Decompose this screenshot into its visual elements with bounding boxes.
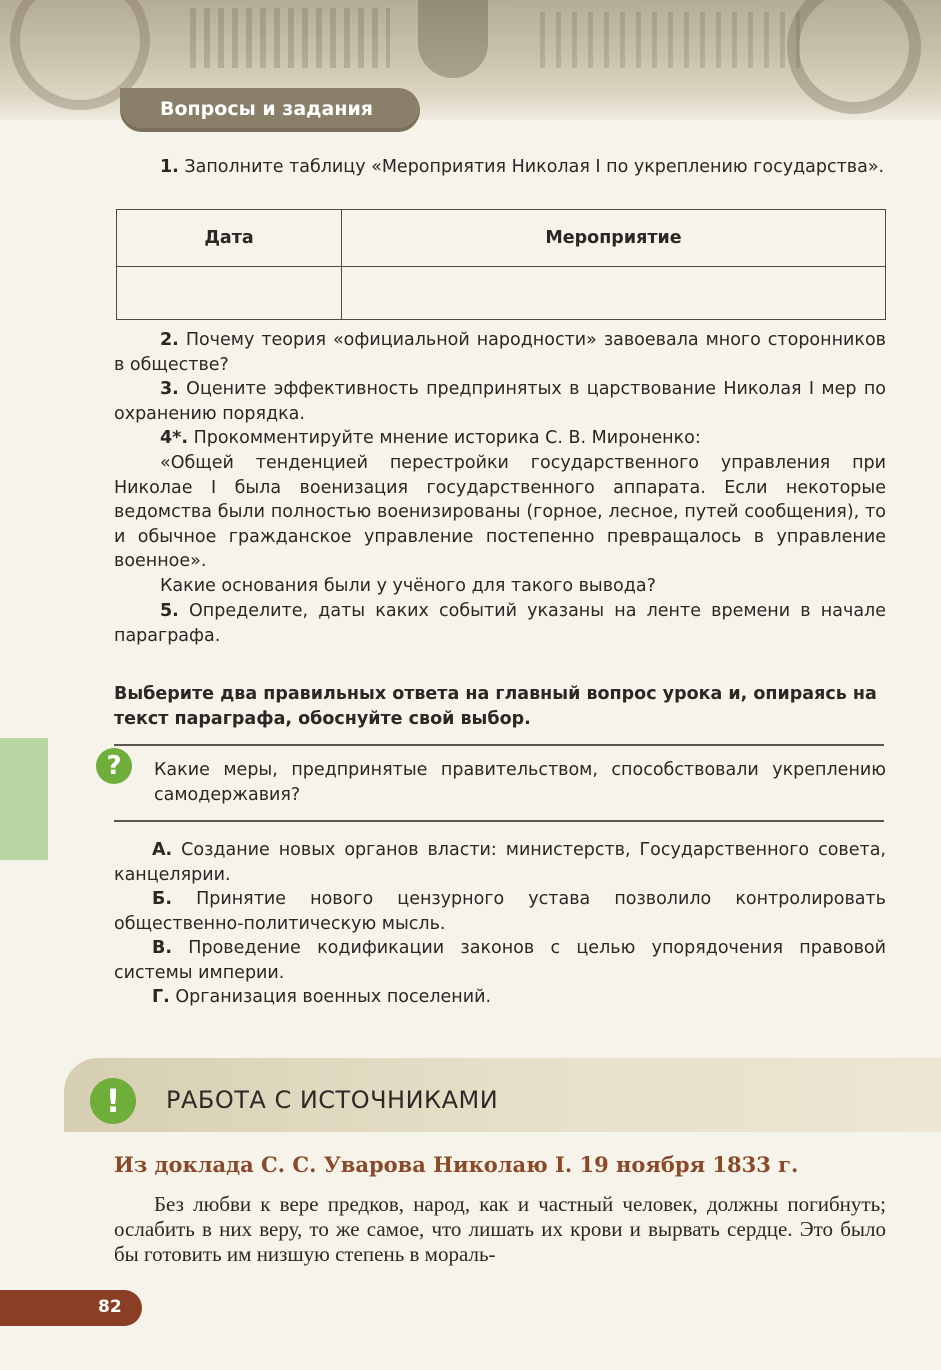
- question-3-number: 3.: [160, 379, 179, 399]
- portrait-decoration: [418, 0, 488, 78]
- question-2: [114, 328, 886, 377]
- question-5: [114, 599, 886, 648]
- answer-a-letter: А.: [152, 840, 173, 860]
- question-5-number: 5.: [160, 601, 179, 621]
- section-tab: [120, 88, 420, 132]
- question-4-followup: Какие основания были у учёного для такого вывода?: [160, 576, 656, 596]
- building-decoration-2: [540, 12, 800, 68]
- table-cell-empty: [117, 267, 342, 320]
- question-4-quote: «Общей тенденцией перестройки государственного управления при Николае I была военизация государственного аппарата. Если некоторые ведомства были полностью военизированы (горное, лесное, путей сообщения), то и обычное гражданское управление постепенно превращалось в управление военное».: [114, 453, 886, 571]
- side-marker: [0, 738, 48, 860]
- table-header-date: Дата: [117, 210, 342, 267]
- question-2-number: 2.: [160, 330, 179, 350]
- answer-a-text: Создание новых органов власти: министерств, Государственного совета, канцелярии.: [114, 840, 886, 885]
- document-text: Без любви к вере предков, народ, как и частный человек, должны погибнуть; ослабить в них веру, то же самое, что лишать их крови и вырвать сердце. Это было бы готовить им низшую степень в мораль-: [114, 1192, 886, 1266]
- question-1: [114, 155, 886, 180]
- answer-a: [114, 838, 886, 887]
- question-4: [114, 426, 886, 451]
- sources-title: РАБОТА С ИСТОЧНИКАМИ: [166, 1086, 499, 1114]
- question-4-number: 4*.: [160, 428, 188, 448]
- question-mark-icon: ?: [96, 748, 132, 784]
- divider-top: [114, 744, 884, 746]
- main-question: Какие меры, предпринятые правительством, способствовали укреплению самодержавия?: [154, 760, 886, 805]
- answer-b-text: Принятие нового цензурного устава позволило контролировать общественно-политическую мысль.: [114, 889, 886, 934]
- question-4-text: Прокомментируйте мнение историка С. В. Мироненко:: [193, 428, 701, 448]
- answer-d-text: Организация военных поселений.: [175, 987, 492, 1007]
- fill-table: [116, 209, 886, 320]
- answer-d: [114, 985, 886, 1010]
- question-3: [114, 377, 886, 426]
- question-3-text: Оцените эффективность предпринятых в царствование Николая I мер по охранению порядка.: [114, 379, 886, 424]
- building-decoration: [190, 8, 390, 68]
- section-tab-label: Вопросы и задания: [160, 98, 373, 120]
- question-1-number: 1.: [160, 157, 179, 177]
- answer-d-letter: Г.: [152, 987, 170, 1007]
- answer-c: [114, 936, 886, 985]
- answer-c-text: Проведение кодификации законов с целью упорядочения правовой системы империи.: [114, 938, 886, 983]
- question-1-text: Заполните таблицу «Мероприятия Николая I по укреплению государства».: [184, 157, 885, 177]
- wheel-decoration: [787, 0, 921, 114]
- choose-heading: Выберите два правильных ответа на главный вопрос урока и, опираясь на текст параграфа, обоснуйте свой выбор.: [114, 684, 877, 729]
- answer-b-letter: Б.: [152, 889, 172, 909]
- table-header-event: Мероприятие: [342, 210, 886, 267]
- answer-c-letter: В.: [152, 938, 172, 958]
- exclamation-icon: !: [90, 1078, 136, 1124]
- divider-bottom: [114, 820, 884, 822]
- page-number-tab: [0, 1290, 142, 1326]
- table-cell-empty: [342, 267, 886, 320]
- answer-b: [114, 887, 886, 936]
- question-2-text: Почему теория «официальной народности» завоевала много сторонников в обществе?: [114, 330, 886, 375]
- page-number: 82: [98, 1297, 122, 1317]
- document-title: Из доклада С. С. Уварова Николаю I. 19 ноября 1833 г.: [114, 1152, 799, 1177]
- question-5-text: Определите, даты каких событий указаны на ленте времени в начале параграфа.: [114, 601, 886, 646]
